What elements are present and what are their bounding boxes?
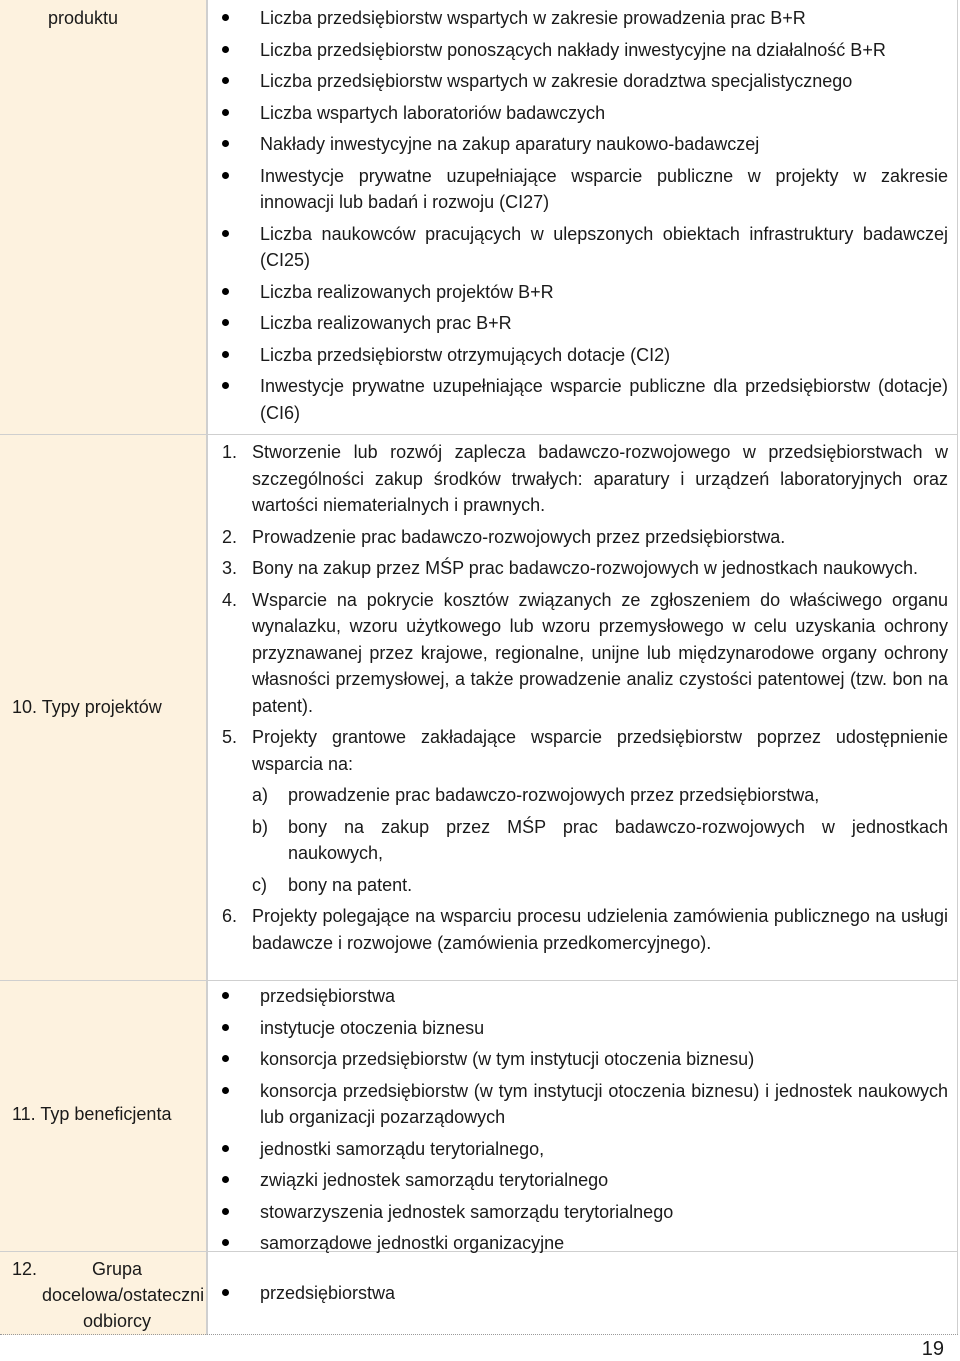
project-subitem	[252, 814, 948, 867]
project-type-number: 3.	[222, 558, 238, 578]
project-subitem-text: bony na patent.	[288, 874, 413, 895]
target-group-list	[222, 1280, 948, 1312]
indicator-item	[222, 37, 948, 64]
row-divider	[0, 434, 958, 435]
beneficiary-item	[222, 983, 948, 1010]
row-label-produktu: produktu	[48, 8, 119, 28]
beneficiary-item-text: konsorcja przedsiębiorstw (w tym instytucji otoczenia biznesu) i jednostek naukowych lub organizacji pozarządowych	[260, 1080, 948, 1127]
indicator-item	[222, 373, 948, 426]
project-type-item	[222, 903, 948, 956]
indicator-item-text: Liczba realizowanych prac B+R	[260, 313, 512, 333]
indicator-item	[222, 131, 948, 158]
target-group-item-text: przedsiębiorstwa	[260, 1283, 396, 1303]
project-type-text: Bony na zakup przez MŚP prac badawczo-rozwojowych w jednostkach naukowych.	[252, 558, 918, 578]
beneficiary-item	[222, 1078, 948, 1131]
project-subitem-text: prowadzenie prac badawczo-rozwojowych przez przedsiębiorstwa,	[288, 785, 820, 805]
project-types-list	[222, 439, 948, 961]
indicator-item-text: Liczba przedsiębiorstw otrzymujących dotacje (CI2)	[260, 344, 671, 365]
indicator-item-text: Liczba naukowców pracujących w ulepszonych obiektach infrastruktury badawczej (CI25)	[260, 223, 948, 270]
beneficiary-item	[222, 1230, 948, 1257]
bullet-icon	[222, 351, 229, 358]
bullet-icon	[222, 109, 229, 116]
project-type-text: Stworzenie lub rozwój zaplecza badawczo-rozwojowego w przedsiębiorstwach w szczególności zakup środków trwałych: aparatury i urządzeń laboratoryjnych oraz wartości niematerialnych i prawnych.	[252, 442, 948, 515]
project-subitem-letter: b)	[252, 816, 269, 837]
beneficiary-item-text: samorządowe jednostki organizacyjne	[260, 1233, 565, 1253]
beneficiary-item-text: przedsiębiorstwa	[260, 986, 396, 1006]
beneficiary-item	[222, 1167, 948, 1194]
beneficiary-item-text: związki jednostek samorządu terytorialnego	[260, 1170, 609, 1190]
project-subitem	[252, 782, 948, 809]
project-type-item	[222, 587, 948, 720]
project-type-item	[222, 555, 948, 582]
indicator-item-text: Nakłady inwestycyjne na zakup aparatury naukowo-badawczej	[260, 134, 760, 154]
bullet-icon	[222, 1024, 229, 1031]
project-type-number: 2.	[222, 526, 238, 547]
row-divider	[0, 980, 958, 981]
indicators-list	[222, 5, 948, 431]
label-column	[0, 0, 206, 1335]
beneficiary-item-text: konsorcja przedsiębiorstw (w tym instytucji otoczenia biznesu)	[260, 1049, 755, 1069]
project-type-number: 1.	[222, 442, 238, 462]
row-label-typ-beneficjenta: 11. Typ beneficjenta	[12, 1104, 172, 1124]
indicator-item	[222, 279, 948, 306]
indicator-item-text: Liczba przedsiębiorstw ponoszących nakłady inwestycyjne na działalność B+R	[260, 39, 886, 60]
indicator-item-text: Liczba wspartych laboratoriów badawczych	[260, 102, 606, 123]
project-subitem-text: bony na zakup przez MŚP prac badawczo-rozwojowych w jednostkach naukowych,	[288, 816, 948, 863]
bullet-icon	[222, 1055, 229, 1062]
indicator-item-text: Inwestycje prywatne uzupełniające wsparcie publiczne w projekty w zakresie innowacji lub badań i rozwoju (CI27)	[260, 165, 948, 212]
bullet-icon	[222, 230, 229, 237]
project-subitem-letter: c)	[252, 874, 267, 895]
row-label-grupa-docelowa: 12. Grupa docelowa/ostateczni odbiorcy	[12, 1256, 172, 1334]
project-type-number: 4.	[222, 589, 238, 610]
bullet-icon	[222, 46, 229, 53]
project-type-number: 6.	[222, 906, 238, 926]
bullet-icon	[222, 1208, 229, 1215]
indicator-item-text: Liczba przedsiębiorstw wspartych w zakresie doradztwa specjalistycznego	[260, 71, 853, 91]
bullet-icon	[222, 1239, 229, 1246]
bullet-icon	[222, 77, 229, 84]
beneficiary-item	[222, 1015, 948, 1042]
bullet-icon	[222, 172, 229, 179]
bullet-icon	[222, 1145, 229, 1152]
indicator-item	[222, 163, 948, 216]
bullet-icon	[222, 992, 229, 999]
bullet-icon	[222, 382, 229, 389]
bullet-icon	[222, 140, 229, 147]
indicator-item	[222, 100, 948, 127]
indicator-item	[222, 310, 948, 337]
row-label-typy-projektow: 10. Typy projektów	[12, 697, 162, 717]
project-type-text: Prowadzenie prac badawczo-rozwojowych przez przedsiębiorstwa.	[252, 526, 786, 547]
bullet-icon	[222, 319, 229, 326]
beneficiaries-list	[222, 983, 948, 1262]
target-group-item	[222, 1280, 948, 1307]
table-bottom-border	[0, 1334, 958, 1335]
page-number: 19	[921, 1338, 944, 1360]
beneficiary-item-text: stowarzyszenia jednostek samorządu terytorialnego	[260, 1201, 674, 1222]
project-type-item	[222, 439, 948, 519]
bullet-icon	[222, 14, 229, 21]
project-type-number: 5.	[222, 727, 238, 747]
column-divider	[206, 0, 208, 1335]
indicator-item-text: Inwestycje prywatne uzupełniające wsparcie publiczne dla przedsiębiorstw (dotacje) (CI6)	[260, 376, 948, 423]
bullet-icon	[222, 1176, 229, 1183]
beneficiary-item	[222, 1046, 948, 1073]
bullet-icon	[222, 1289, 229, 1296]
indicator-item	[222, 68, 948, 95]
project-subitem-letter: a)	[252, 785, 269, 805]
table-right-border	[957, 0, 958, 1335]
indicator-item-text: Liczba przedsiębiorstw wspartych w zakresie prowadzenia prac B+R	[260, 8, 806, 28]
indicator-item	[222, 5, 948, 32]
project-type-text: Projekty grantowe zakładające wsparcie przedsiębiorstw poprzez udostępnienie wsparcia na:	[252, 727, 948, 774]
beneficiary-item	[222, 1136, 948, 1163]
beneficiary-item	[222, 1199, 948, 1226]
project-type-item	[222, 524, 948, 551]
beneficiary-item-text: jednostki samorządu terytorialnego,	[260, 1138, 545, 1159]
bullet-icon	[222, 1087, 229, 1094]
project-type-text: Projekty polegające na wsparciu procesu udzielenia zamówienia publicznego na usługi badawcze i rozwojowe (zamówienia przedkomercyjnego).	[252, 906, 948, 953]
indicator-item	[222, 342, 948, 369]
project-type-item	[222, 724, 948, 777]
beneficiary-item-text: instytucje otoczenia biznesu	[260, 1017, 485, 1038]
project-type-text: Wsparcie na pokrycie kosztów związanych ze zgłoszeniem do właściwego organu wynalazku, wzoru użytkowego lub wzoru przemysłowego w celu uzyskania ochrony przyznawanej przez krajowe, regionalne, unijne lub międzynarodowe organy ochrony własności przemysłowej, a także prowadzenie analiz czystości patentowej (tzw. bon na patent).	[252, 589, 948, 716]
project-subitem	[252, 872, 948, 899]
bullet-icon	[222, 288, 229, 295]
indicator-item-text: Liczba realizowanych projektów B+R	[260, 281, 554, 302]
indicator-item	[222, 221, 948, 274]
grupa-label-text: Grupa docelowa/ostateczni odbiorcy	[42, 1259, 205, 1331]
